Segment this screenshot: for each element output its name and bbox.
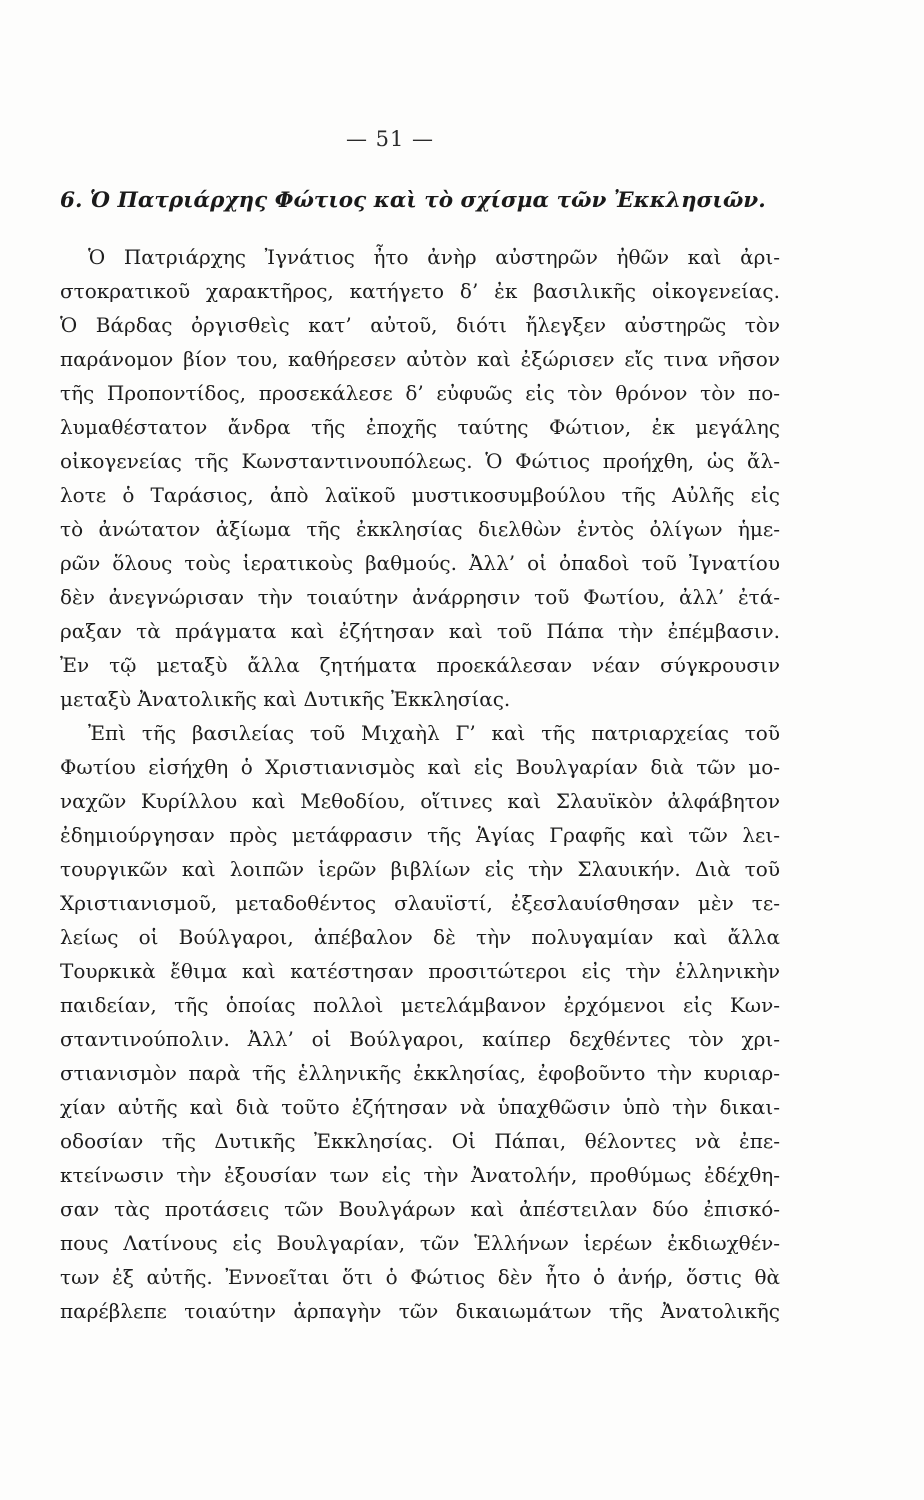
paragraph-2 [60,716,780,1328]
text-line: των ἐξ αὐτῆς. Ἐννοεῖται ὅτι ὁ Φώτιος δὲν ἦτο ὁ ἀνήρ, ὅστις θὰ [60,1265,780,1289]
text-line: Χριστιανισμοῦ, μεταδοθέντος σλαυϊστί, ἐξεσλαυίσθησαν μὲν τε- [60,891,780,915]
text-line: Τουρκικὰ ἔθιμα καὶ κατέστησαν προσιτώτεροι εἰς τὴν ἑλληνικὴν [60,959,780,983]
text-line: οἰκογενείας τῆς Κωνσταντινουπόλεως. Ὁ Φώτιος προήχθη, ὡς ἄλ- [60,449,780,473]
text-line: Ὁ Πατριάρχης Ἰγνάτιος ἦτο ἀνὴρ αὐστηρῶν ἠθῶν καὶ ἀρι- [88,245,780,269]
text-line: ἐδημιούργησαν πρὸς μετάφρασιν τῆς Ἁγίας Γραφῆς καὶ τῶν λει- [60,823,780,847]
text-line: Ἐν τῷ μεταξὺ ἄλλα ζητήματα προεκάλεσαν νέαν σύγκρουσιν [60,653,780,677]
page-number: — 51 — [345,127,435,151]
text-line: σταντινούπολιν. Ἀλλ’ οἱ Βούλγαροι, καίπερ δεχθέντες τὸν χρι- [60,1027,780,1051]
text-line: ρῶν ὅλους τοὺς ἱερατικοὺς βαθμούς. Ἀλλ’ οἱ ὀπαδοὶ τοῦ Ἰγνατίου [60,551,780,575]
text-line: λείως οἱ Βούλγαροι, ἀπέβαλον δὲ τὴν πολυγαμίαν καὶ ἄλλα [60,925,780,949]
text-line: παιδείαν, τῆς ὁποίας πολλοὶ μετελάμβανον ἐρχόμενοι εἰς Κων- [60,993,780,1017]
text-line: λοτε ὁ Ταράσιος, ἀπὸ λαϊκοῦ μυστικοσυμβούλου τῆς Αὐλῆς εἰς [60,483,780,507]
text-line: λυμαθέστατον ἄνδρα τῆς ἐποχῆς ταύτης Φώτιον, ἐκ μεγάλης [60,415,780,439]
text-line: χίαν αὐτῆς καὶ διὰ τοῦτο ἐζήτησαν νὰ ὑπαχθῶσιν ὑπὸ τὴν δικαι- [60,1095,780,1119]
text-line: τουργικῶν καὶ λοιπῶν ἱερῶν βιβλίων εἰς τὴν Σλαυικήν. Διὰ τοῦ [60,857,780,881]
text-line: Ἐπὶ τῆς βασιλείας τοῦ Μιχαὴλ Γ’ καὶ τῆς πατριαρχείας τοῦ [88,721,780,745]
text-line: τὸ ἀνώτατον ἀξίωμα τῆς ἐκκλησίας διελθὼν ἐντὸς ὀλίγων ἡμε- [60,517,780,541]
paragraph-1 [60,240,780,716]
text-line: Φωτίου εἰσήχθη ὁ Χριστιανισμὸς καὶ εἰς Βουλγαρίαν διὰ τῶν μο- [60,755,780,779]
text-line: ραξαν τὰ πράγματα καὶ ἐζήτησαν καὶ τοῦ Πάπα τὴν ἐπέμβασιν. [60,619,780,643]
text-line: στιανισμὸν παρὰ τῆς ἑλληνικῆς ἐκκλησίας, ἐφοβοῦντο τὴν κυριαρ- [60,1061,780,1085]
text-line: ναχῶν Κυρίλλου καὶ Μεθοδίου, οἵτινες καὶ Σλαυϊκὸν ἀλφάβητον [60,789,780,813]
text-line: στοκρατικοῦ χαρακτῆρος, κατήγετο δ’ ἐκ βασιλικῆς οἰκογενείας. [60,279,780,303]
text-line: πους Λατίνους εἰς Βουλγαρίαν, τῶν Ἑλλήνων ἱερέων ἐκδιωχθέν- [60,1231,780,1255]
text-line: δὲν ἀνεγνώρισαν τὴν τοιαύτην ἀνάρρησιν τοῦ Φωτίου, ἀλλ’ ἐτά- [60,585,780,609]
text-line: παράνομον βίον του, καθήρεσεν αὐτὸν καὶ ἐξώρισεν εἴς τινα νῆσον [60,347,780,371]
text-line: Ὁ Βάρδας ὀργισθεὶς κατ’ αὐτοῦ, διότι ἤλεγξεν αὐστηρῶς τὸν [60,313,780,337]
text-line: κτείνωσιν τὴν ἐξουσίαν των εἰς τὴν Ἀνατολήν, προθύμως ἐδέχθη- [60,1163,780,1187]
text-line: σαν τὰς προτάσεις τῶν Βουλγάρων καὶ ἀπέστειλαν δύο ἐπισκό- [60,1197,780,1221]
text-line: μεταξὺ Ἀνατολικῆς καὶ Δυτικῆς Ἐκκλησίας. [60,687,511,711]
text-line: παρέβλεπε τοιαύτην ἁρπαγὴν τῶν δικαιωμάτων τῆς Ἀνατολικῆς [60,1299,780,1323]
text-line: τῆς Προποντίδος, προσεκάλεσε δ’ εὐφυῶς εἰς τὸν θρόνον τὸν πο- [60,381,780,405]
chapter-heading: 6. Ὁ Πατριάρχης Φώτιος καὶ τὸ σχίσμα τῶν Ἐκκλησιῶν. [60,188,766,213]
text-line: οδοσίαν τῆς Δυτικῆς Ἐκκλησίας. Οἱ Πάπαι, θέλοντες νὰ ἐπε- [60,1129,780,1153]
